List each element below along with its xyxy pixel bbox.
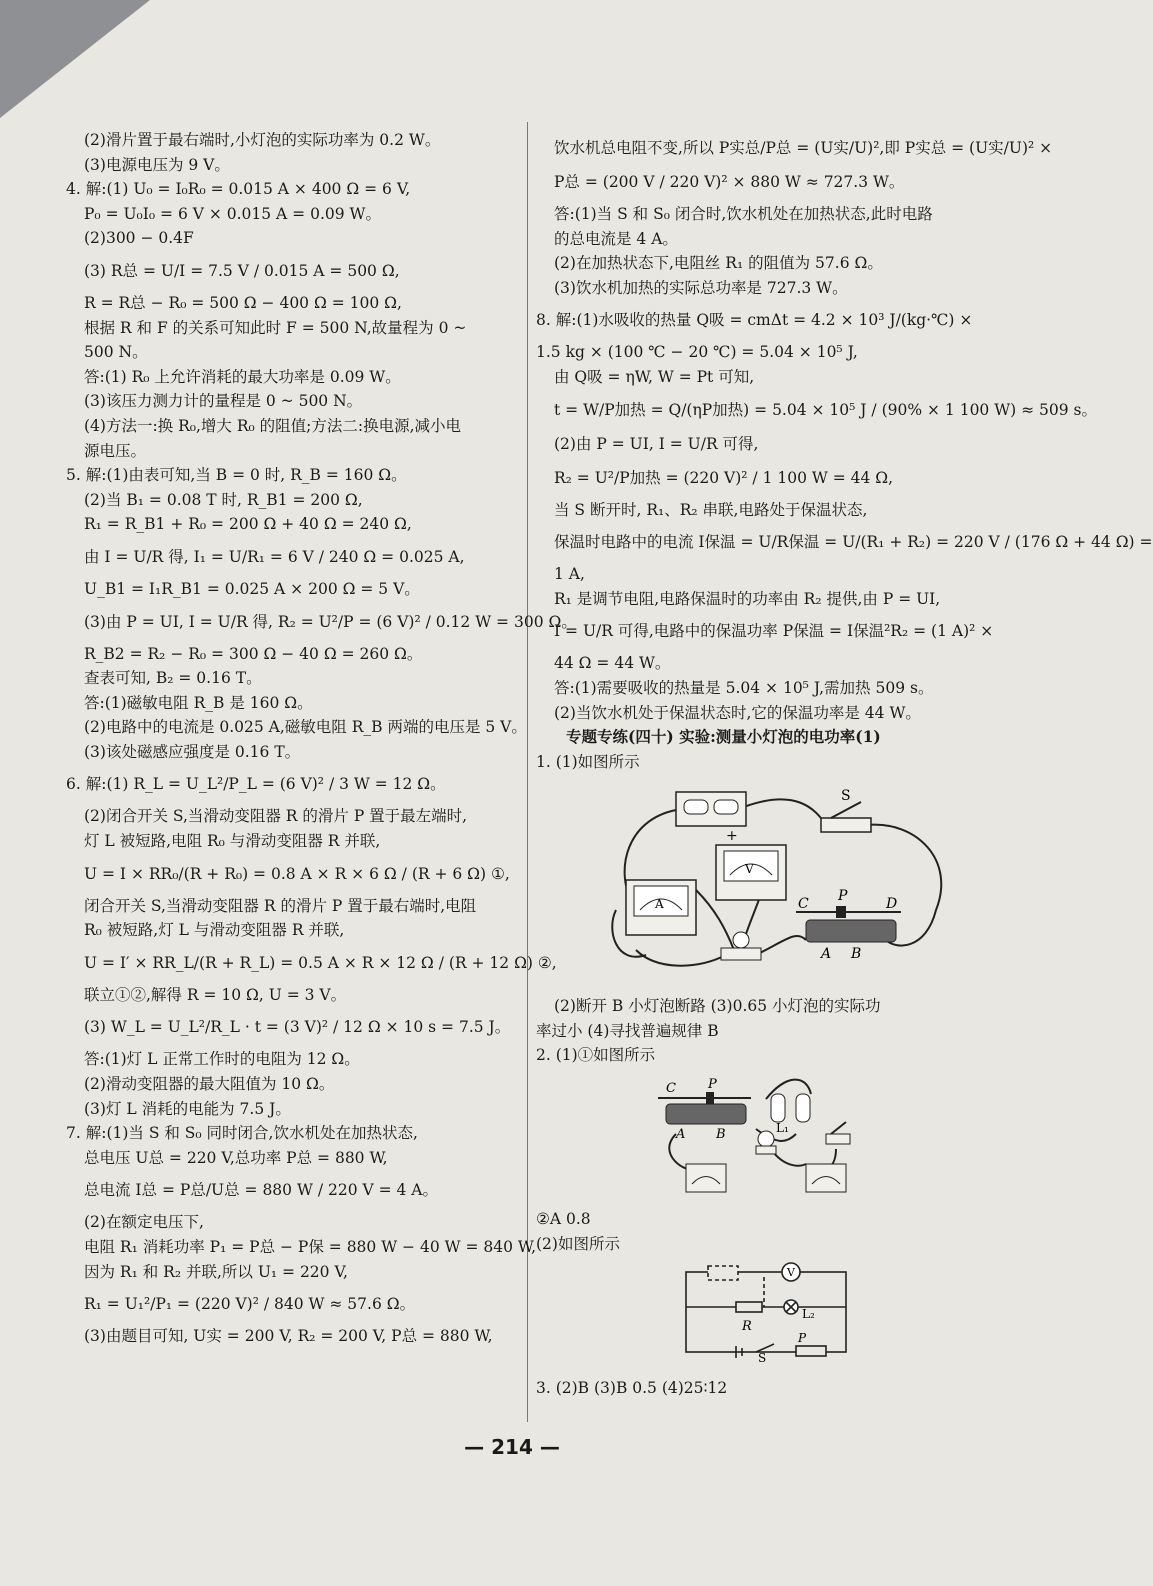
left-column-line: (2)闭合开关 S,当滑动变阻器 R 的滑片 P 置于最左端时,: [84, 807, 468, 826]
right-column-line: 当 S 断开时, R₁、R₂ 串联,电路处于保温状态,: [554, 500, 868, 519]
ammeter-icon: [626, 880, 696, 935]
left-column-line: (3)该压力测力计的量程是 0 ~ 500 N。: [84, 392, 363, 411]
label-D: D: [886, 896, 898, 913]
left-column-line: (2)在额定电压下,: [84, 1213, 204, 1232]
battery-icon: [676, 792, 746, 826]
section-title: 专题专练(四十) 实验:测量小灯泡的电功率(1): [566, 727, 881, 747]
q2-head: 2. (1)①如图所示: [536, 1046, 656, 1065]
left-column-line: (2)当 B₁ = 0.08 T 时, R_B1 = 200 Ω,: [84, 490, 363, 509]
right-column-line: 答:(1)当 S 和 S₀ 闭合时,饮水机处在加热状态,此时电路: [554, 205, 933, 223]
left-column-line: (3)由 P = UI, I = U/R 得, R₂ = U²/P = (6 V)² / 0.12 W = 300 Ω。: [84, 612, 577, 631]
q1-answer-line: 率过小 (4)寻找普遍规律 B: [536, 1021, 719, 1040]
switch-icon-2: [826, 1122, 850, 1144]
right-column-line: 44 Ω = 44 W。: [554, 654, 671, 673]
right-column-line: (3)饮水机加热的实际总功率是 727.3 W。: [554, 278, 848, 297]
meter-icon-2a: [686, 1164, 726, 1192]
label-C: C: [798, 896, 809, 913]
left-column-line: U_B1 = I₁R_B1 = 0.025 A × 200 Ω = 5 V。: [84, 579, 420, 598]
right-column: [536, 128, 1153, 1401]
right-column-line: (2)当饮水机处于保温状态时,它的保温功率是 44 W。: [554, 703, 921, 722]
label-R: R: [742, 1319, 752, 1335]
left-column-line: U = I′ × RR_L/(R + R_L) = 0.5 A × R × 12 Ω / (R + 12 Ω) ②,: [84, 953, 557, 972]
q2-sub: (2)如图所示: [536, 1234, 620, 1253]
left-column-line: (3) W_L = U_L²/R_L · t = (3 V)² / 12 Ω × 10 s = 7.5 J。: [84, 1018, 511, 1037]
left-column-line: (3)灯 L 消耗的电能为 7.5 J。: [84, 1099, 291, 1118]
left-column-line: 联立①②,解得 R = 10 Ω, U = 3 V。: [84, 985, 347, 1004]
left-column-line: 6. 解:(1) R_L = U_L²/P_L = (6 V)² / 3 W = 12 Ω。: [66, 775, 446, 794]
left-column-line: (2)电路中的电流是 0.025 A,磁敏电阻 R_B 两端的电压是 5 V。: [84, 718, 527, 737]
left-column-line: (3)该处磁感应强度是 0.16 T。: [84, 742, 301, 761]
page-number: — 214 —: [464, 1435, 560, 1459]
left-column-line: 总电压 U总 = 220 V,总功率 P总 = 880 W,: [84, 1148, 388, 1167]
right-column-line: R₂ = U²/P加热 = (220 V)² / 1 100 W = 44 Ω,: [554, 468, 894, 487]
left-column-line: (2)300 − 0.4F: [84, 229, 194, 248]
label-S: S: [841, 788, 851, 805]
left-column-line: R_B2 = R₂ − R₀ = 300 Ω − 40 Ω = 260 Ω。: [84, 644, 423, 663]
right-column-line: I = U/R 可得,电路中的保温功率 P保温 = I保温²R₂ = (1 A)² ×: [554, 622, 994, 641]
right-column-line: 1 A,: [554, 565, 585, 584]
q1-head: 1. (1)如图所示: [536, 752, 640, 771]
left-column-line: 500 N。: [84, 343, 148, 362]
left-column-line: (3) R总 = U/I = 7.5 V / 0.015 A = 500 Ω,: [84, 261, 400, 280]
right-column-line: 由 Q吸 = ηW, W = Pt 可知,: [554, 367, 755, 386]
right-column-line: P总 = (200 V / 220 V)² × 880 W ≈ 727.3 W。: [554, 173, 905, 191]
right-column-line: (2)在加热状态下,电阻丝 R₁ 的阻值为 57.6 Ω。: [554, 254, 883, 273]
left-column-line: R₁ = U₁²/P₁ = (220 V)² / 840 W ≈ 57.6 Ω。: [84, 1295, 416, 1314]
label-P-schem: P: [798, 1331, 807, 1346]
left-column-line: R = R总 − R₀ = 500 Ω − 400 Ω = 100 Ω,: [84, 293, 402, 312]
left-column-line: 答:(1)磁敏电阻 R_B 是 160 Ω。: [84, 693, 313, 712]
left-column-line: (3)电源电压为 9 V。: [84, 155, 230, 174]
left-column-line: 查表可知, B₂ = 0.16 T。: [84, 669, 262, 688]
label-V: V: [745, 862, 754, 877]
label-V-schem: V: [787, 1266, 795, 1280]
label-B: B: [851, 946, 862, 963]
right-column-line: (2)由 P = UI, I = U/R 可得,: [554, 434, 759, 453]
circuit-figure-1: [536, 780, 986, 980]
svg-text:A: A: [655, 897, 664, 912]
left-column-line: (2)滑动变阻器的最大阻值为 10 Ω。: [84, 1075, 335, 1094]
right-column-line: 保温时电路中的电流 I保温 = U/R保温 = U/(R₁ + R₂) = 220 V / (176 Ω + 44 Ω) =: [554, 533, 1153, 552]
left-column-line: (3)由题目可知, U实 = 200 V, R₂ = 200 V, P总 = 880 W,: [84, 1327, 493, 1346]
left-column-line: 7. 解:(1)当 S 和 S₀ 同时闭合,饮水机处在加热状态,: [66, 1124, 418, 1143]
q3-answer: 3. (2)B (3)B 0.5 (4)25∶12: [536, 1379, 728, 1398]
left-column-line: 灯 L 被短路,电阻 R₀ 与滑动变阻器 R 并联,: [84, 832, 381, 851]
battery-icon-2: [771, 1094, 810, 1122]
circuit-figure-2: [536, 1074, 986, 1194]
left-column-line: 由 I = U/R 得, I₁ = U/R₁ = 6 V / 240 Ω = 0.025 A,: [84, 547, 465, 566]
label-A: A: [821, 946, 832, 963]
left-column-line: 5. 解:(1)由表可知,当 B = 0 时, R_B = 160 Ω。: [66, 466, 407, 485]
left-column-line: R₀ 被短路,灯 L 与滑动变阻器 R 并联,: [84, 921, 345, 940]
left-column-line: 因为 R₁ 和 R₂ 并联,所以 U₁ = 220 V,: [84, 1262, 348, 1281]
left-column-line: 闭合开关 S,当滑动变阻器 R 的滑片 P 置于最右端时,电阻: [84, 896, 477, 915]
label-C-2: C: [666, 1080, 676, 1096]
left-column-line: 电阻 R₁ 消耗功率 P₁ = P总 − P保 = 880 W − 40 W = 840 W,: [84, 1238, 537, 1256]
label-B-2: B: [716, 1126, 726, 1142]
label-P-2: P: [708, 1076, 717, 1092]
switch-icon: [821, 802, 871, 832]
label-plus: +: [726, 828, 738, 845]
left-column-line: P₀ = U₀I₀ = 6 V × 0.015 A = 0.09 W。: [84, 204, 381, 223]
left-column-line: 答:(1)灯 L 正常工作时的电阻为 12 Ω。: [84, 1050, 360, 1069]
meter-icon-2b: [806, 1164, 846, 1192]
left-column-line: 根据 R 和 F 的关系可知此时 F = 500 N,故量程为 0 ~: [84, 318, 467, 337]
voltmeter-icon: [716, 845, 786, 900]
right-column-line: 饮水机总电阻不变,所以 P实总/P总 = (U实/U)²,即 P实总 = (U实/U)² ×: [554, 139, 1053, 157]
right-column-text: [536, 134, 1153, 725]
left-column-line: (4)方法一:换 R₀,增大 R₀ 的阻值;方法二:换电源,减小电: [84, 416, 462, 435]
label-S-schem: S: [758, 1351, 767, 1366]
label-A-2: A: [676, 1126, 686, 1142]
q1-answer: [536, 994, 986, 1043]
circuit-schematic: [536, 1262, 986, 1366]
right-column-line: R₁ 是调节电阻,电路保温时的功率由 R₂ 提供,由 P = UI,: [554, 589, 941, 608]
left-column-line: 4. 解:(1) U₀ = I₀R₀ = 0.015 A × 400 Ω = 6 V,: [66, 180, 411, 199]
lamp-icon-2: [756, 1131, 776, 1154]
left-column-line: (2)滑片置于最右端时,小灯泡的实际功率为 0.2 W。: [84, 131, 441, 149]
left-column-line: 答:(1) R₀ 上允许消耗的最大功率是 0.09 W。: [84, 367, 401, 386]
rheostat-icon-2: [658, 1092, 751, 1124]
left-column-line: 源电压。: [84, 441, 147, 460]
label-L2: L₂: [802, 1307, 815, 1322]
label-L1: L₁: [776, 1120, 789, 1135]
left-column-line: U = I × RR₀/(R + R₀) = 0.8 A × R × 6 Ω / (R + 6 Ω) ①,: [84, 864, 510, 883]
right-column-line: 答:(1)需要吸收的热量是 5.04 × 10⁵ J,需加热 509 s。: [554, 678, 934, 697]
left-column-line: R₁ = R_B1 + R₀ = 200 Ω + 40 Ω = 240 Ω,: [84, 515, 412, 534]
right-column-line: 的总电流是 4 A。: [554, 229, 678, 248]
page-fold-corner: [0, 0, 150, 118]
q1-answer-line: (2)断开 B 小灯泡断路 (3)0.65 小灯泡的实际功: [554, 996, 881, 1015]
left-column-line: 总电流 I总 = P总/U总 = 880 W / 220 V = 4 A。: [84, 1181, 438, 1200]
right-column-line: 1.5 kg × (100 ℃ − 20 ℃) = 5.04 × 10⁵ J,: [536, 343, 858, 362]
column-divider: [527, 122, 528, 1422]
right-column-line: t = W/P加热 = Q/(ηP加热) = 5.04 × 10⁵ J / (90% × 1 100 W) ≈ 509 s。: [554, 400, 1098, 419]
label-P: P: [838, 888, 848, 905]
q2-mid: ②A 0.8: [536, 1210, 591, 1229]
right-column-line: 8. 解:(1)水吸收的热量 Q吸 = cmΔt = 4.2 × 10³ J/(kg·℃) ×: [536, 311, 973, 330]
